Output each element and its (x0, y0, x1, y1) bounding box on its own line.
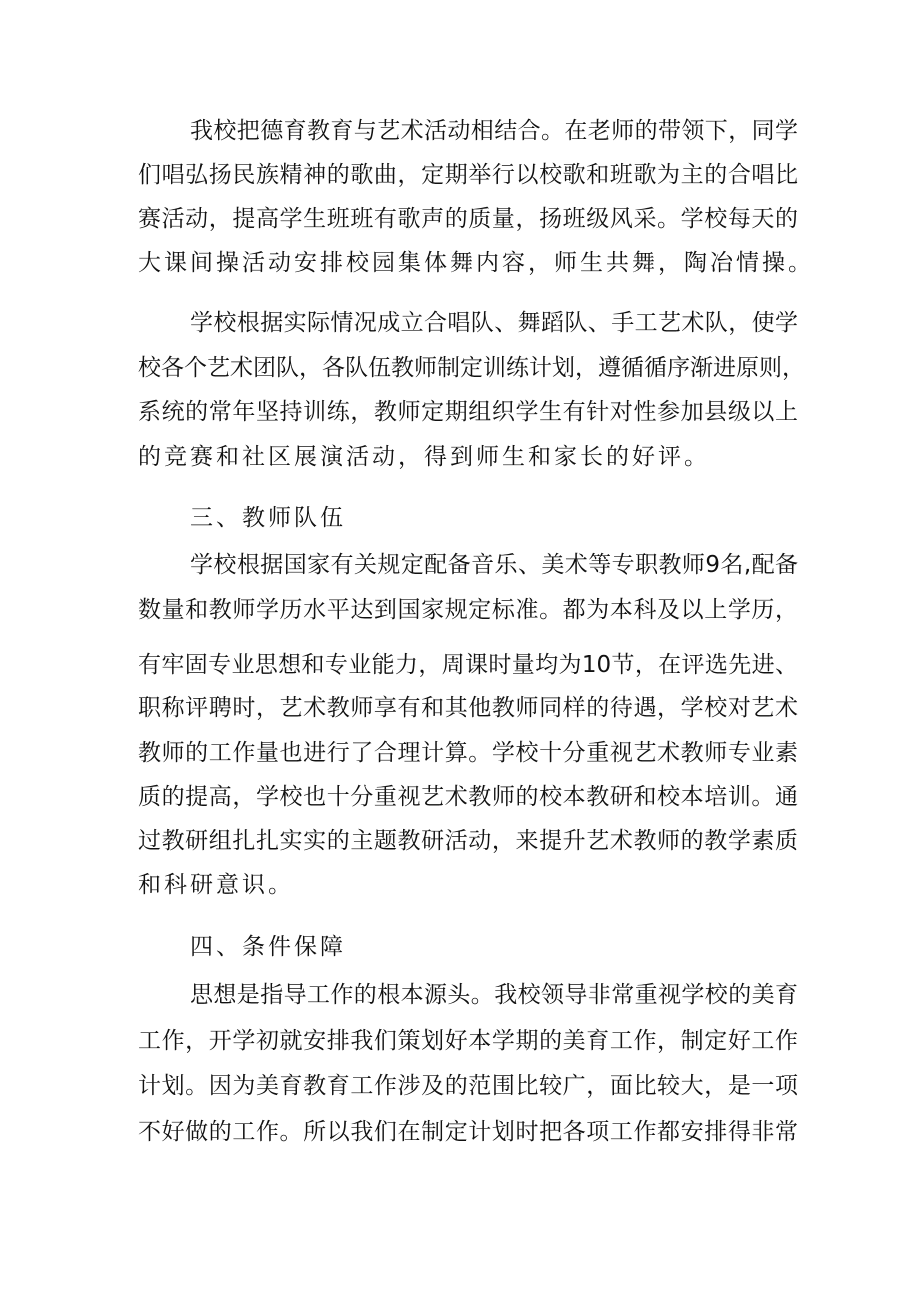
paragraph-3-line-3: 有牢固专业思想和专业能力，周课时量均为10节，在评选先进、 (138, 652, 798, 678)
paragraph-3-line-5: 教师的工作量也进行了合理计算。学校十分重视艺术教师专业素 (138, 740, 798, 766)
paragraph-3-line-6: 质的提高，学校也十分重视艺术教师的校本教研和校本培训。通 (138, 784, 798, 810)
section-heading-teachers: 三、教师队伍 (190, 505, 346, 531)
paragraph-2-line-2: 校各个艺术团队，各队伍教师制定训练计划，遵循循序渐进原则， (138, 355, 805, 381)
section-heading-conditions: 四、条件保障 (190, 934, 346, 960)
paragraph-3-line-1: 学校根据国家有关规定配备音乐、美术等专职教师9名,配备 (190, 552, 798, 578)
paragraph-2-line-1: 学校根据实际情况成立合唱队、舞蹈队、手工艺术队，使学 (190, 310, 798, 336)
paragraph-3-line-2: 数量和教师学历水平达到国家规定标准。都为本科及以上学历， (138, 597, 798, 623)
paragraph-1-line-4: 大课间操活动安排校园集体舞内容，师生共舞，陶冶情操。 (138, 250, 814, 276)
paragraph-2-line-4: 的竞赛和社区展演活动，得到师生和家长的好评。 (138, 444, 710, 470)
paragraph-3-line-7: 过教研组扎扎实实的主题教研活动，来提升艺术教师的教学素质 (138, 828, 798, 854)
paragraph-1-line-3: 赛活动，提高学生班班有歌声的质量，扬班级风采。学校每天的 (138, 206, 798, 232)
paragraph-1-line-1: 我校把德育教育与艺术活动相结合。在老师的带领下，同学 (190, 118, 798, 144)
paragraph-3-line-8: 和科研意识。 (138, 872, 294, 898)
paragraph-1-line-2: 们唱弘扬民族精神的歌曲，定期举行以校歌和班歌为主的合唱比 (138, 162, 798, 188)
paragraph-4-line-3: 计划。因为美育教育工作涉及的范围比较广，面比较大，是一项 (138, 1073, 798, 1099)
paragraph-4-line-1: 思想是指导工作的根本源头。我校领导非常重视学校的美育 (190, 982, 798, 1008)
paragraph-4-line-2: 工作，开学初就安排我们策划好本学期的美育工作，制定好工作 (138, 1028, 798, 1054)
paragraph-3-line-4: 职称评聘时，艺术教师享有和其他教师同样的待遇，学校对艺术 (138, 695, 798, 721)
paragraph-2-line-3: 系统的常年坚持训练，教师定期组织学生有针对性参加县级以上 (138, 399, 798, 425)
paragraph-4-line-4: 不好做的工作。所以我们在制定计划时把各项工作都安排得非常 (138, 1119, 798, 1145)
